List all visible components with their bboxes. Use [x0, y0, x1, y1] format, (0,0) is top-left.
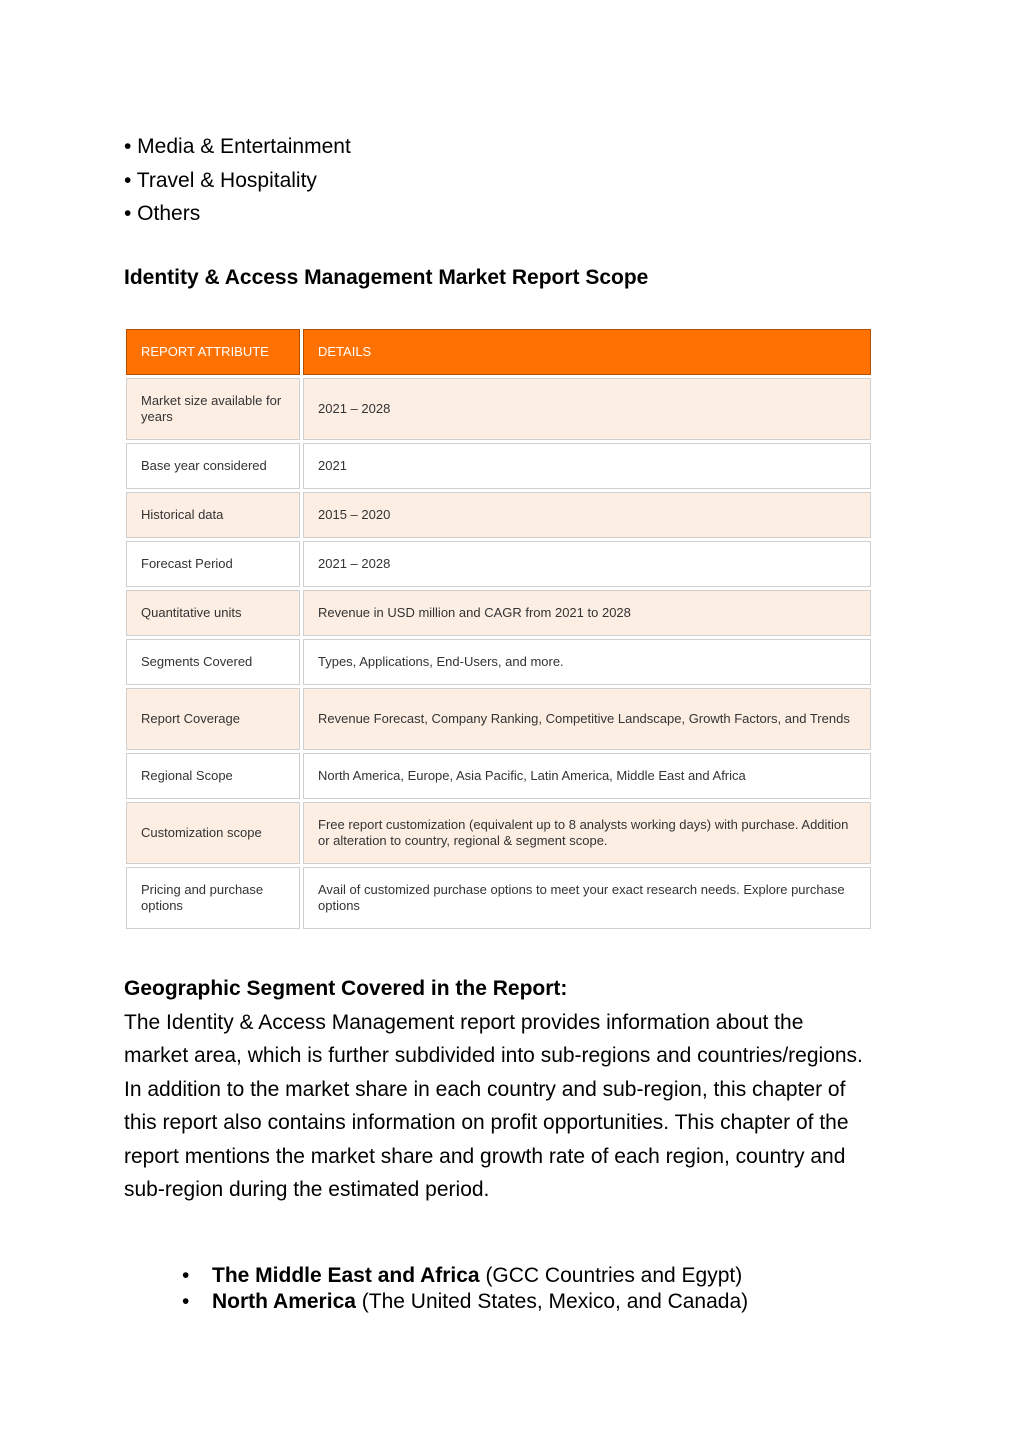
header-attribute-cell: REPORT ATTRIBUTE — [126, 329, 300, 375]
list-item: • Others — [124, 202, 201, 225]
table-header-row — [126, 329, 871, 375]
region-detail: (GCC Countries and Egypt) — [479, 1264, 743, 1287]
details-cell: Types, Applications, End-Users, and more. — [303, 639, 871, 685]
report-scope-table — [123, 326, 874, 932]
header-details-cell: DETAILS — [303, 329, 871, 375]
details-cell: North America, Europe, Asia Pacific, Latin America, Middle East and Africa — [303, 753, 871, 799]
attribute-cell: Customization scope — [126, 802, 300, 864]
industry-bullet-list — [124, 130, 884, 231]
table-row — [126, 590, 871, 636]
attribute-cell: Segments Covered — [126, 639, 300, 685]
attribute-cell: Base year considered — [126, 443, 300, 489]
details-cell: 2021 — [303, 443, 871, 489]
table-row — [126, 378, 871, 440]
region-bullet-list — [182, 1263, 748, 1315]
attribute-cell: Regional Scope — [126, 753, 300, 799]
details-cell: 2015 – 2020 — [303, 492, 871, 538]
attribute-cell: Pricing and purchase options — [126, 867, 300, 929]
geographic-section — [124, 972, 864, 1207]
details-cell: 2021 – 2028 — [303, 541, 871, 587]
table-row — [126, 541, 871, 587]
scope-section-title: Identity & Access Management Market Report Scope — [124, 266, 649, 289]
details-cell: Revenue in USD million and CAGR from 2021 to 2028 — [303, 590, 871, 636]
attribute-cell: Market size available for years — [126, 378, 300, 440]
geographic-section-title: Geographic Segment Covered in the Report: — [124, 977, 568, 1000]
details-cell: 2021 – 2028 — [303, 378, 871, 440]
table-row — [126, 867, 871, 929]
list-item: • Media & Entertainment — [124, 135, 351, 158]
details-cell: Revenue Forecast, Company Ranking, Competitive Landscape, Growth Factors, and Trends — [303, 688, 871, 750]
details-cell: Free report customization (equivalent up to 8 analysts working days) with purchase. Addition or alteration to country, regional & segment scope. — [303, 802, 871, 864]
details-cell: Avail of customized purchase options to meet your exact research needs. Explore purchase options — [303, 867, 871, 929]
attribute-cell: Quantitative units — [126, 590, 300, 636]
region-name: North America — [212, 1290, 356, 1313]
table-row — [126, 492, 871, 538]
table-row — [126, 639, 871, 685]
region-detail: (The United States, Mexico, and Canada) — [355, 1290, 749, 1313]
list-item — [182, 1263, 748, 1289]
region-name: The Middle East and Africa — [212, 1264, 480, 1287]
attribute-cell: Forecast Period — [126, 541, 300, 587]
geographic-section-body: The Identity & Access Management report provides information about the market area, which is further subdivided into sub-regions and countries/regions. In addition to the market share in each country and sub-region, this chapter of this report also contains information on profit opportunities. This chapter of the report mentions the market share and growth rate of each region, country and sub-region during the estimated period. — [124, 1010, 863, 1201]
table-row — [126, 688, 871, 750]
table-row — [126, 802, 871, 864]
bullet-icon: • — [182, 1290, 190, 1313]
table-row — [126, 753, 871, 799]
list-item — [182, 1289, 748, 1315]
attribute-cell: Historical data — [126, 492, 300, 538]
document-page — [124, 130, 884, 1313]
table-row — [126, 443, 871, 489]
bullet-icon: • — [182, 1264, 190, 1287]
attribute-cell: Report Coverage — [126, 688, 300, 750]
list-item: • Travel & Hospitality — [124, 168, 317, 192]
